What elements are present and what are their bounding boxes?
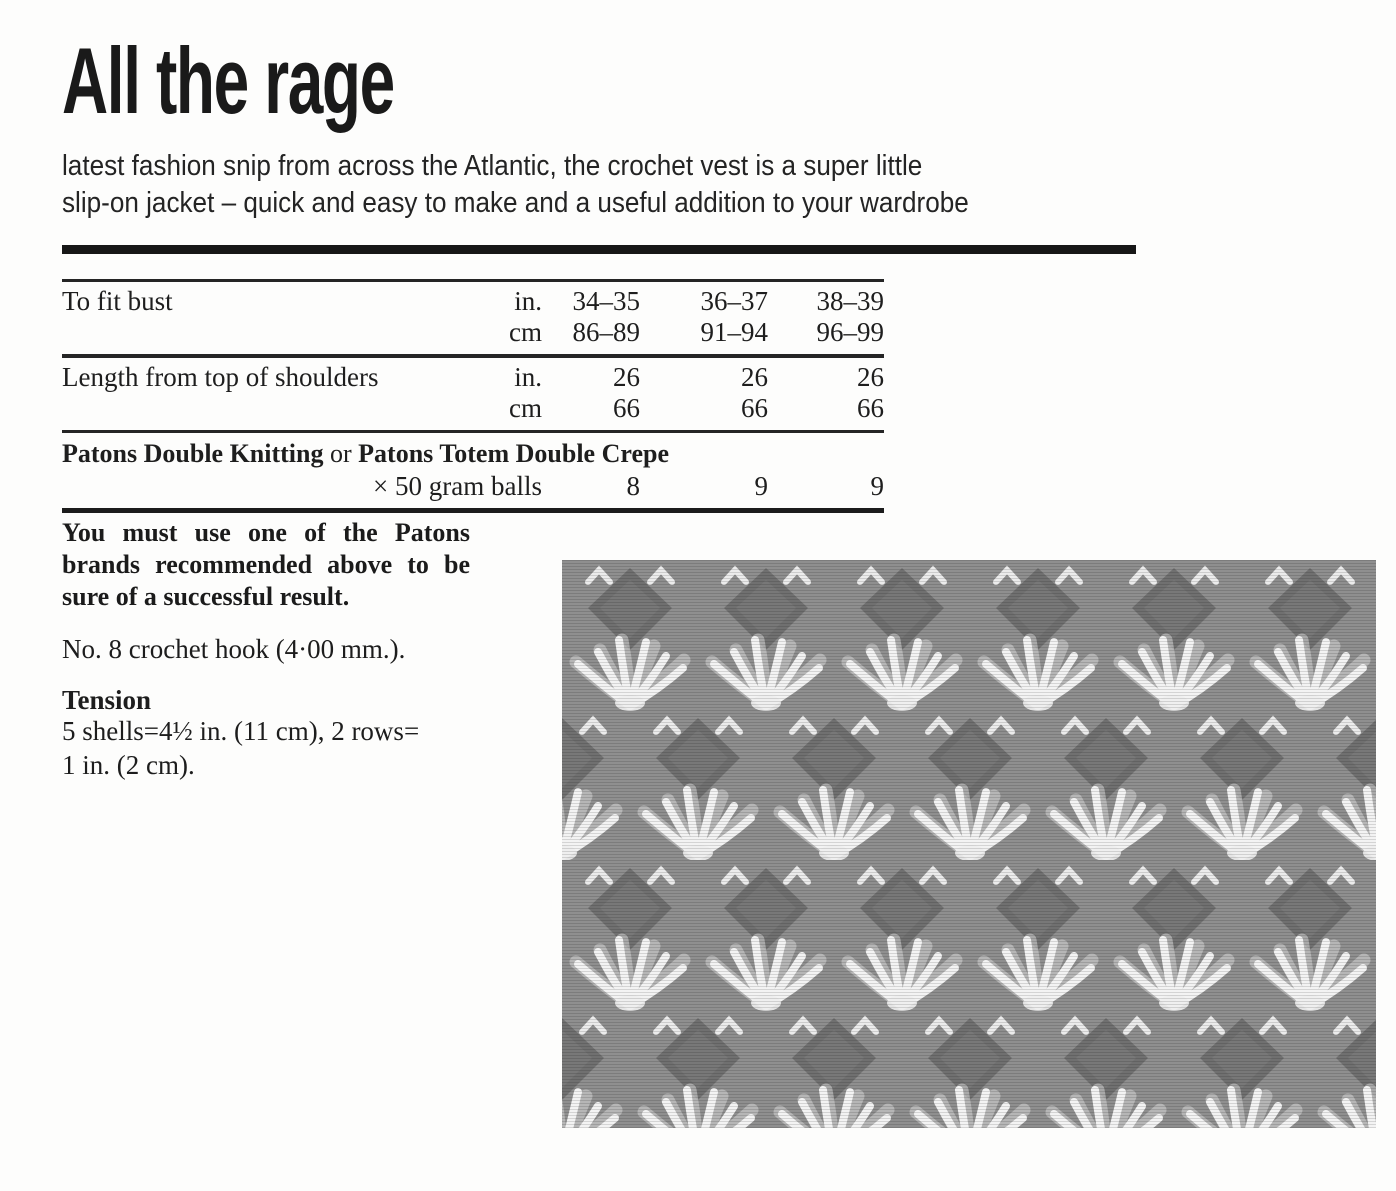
subtitle-line-2: slip-on jacket – quick and easy to make and a useful addition to your wardrobe: [62, 187, 969, 219]
yarn-brand-or: or: [323, 439, 359, 468]
table-row-length-cm: [62, 393, 884, 424]
row-label: Length from top of shoulders: [62, 362, 379, 392]
size-table: [62, 279, 884, 513]
unit-cell: cm: [509, 393, 542, 423]
row-label: To fit bust: [62, 286, 173, 316]
brand-warning: [62, 517, 470, 613]
unit-cell: cm: [509, 317, 542, 347]
balls-row: [62, 470, 884, 502]
value-cell: 34–35: [572, 286, 640, 316]
subtitle: [62, 148, 969, 222]
hook-note: No. 8 crochet hook (4·00 mm.).: [62, 634, 406, 664]
yarn-group: [62, 433, 884, 508]
value-cell: 66: [857, 393, 884, 423]
table-rule-bottom: [62, 508, 884, 513]
tension-line-1: 5 shells=4½ in. (11 cm), 2 rows=: [62, 716, 420, 746]
scanline-overlay: [562, 560, 1376, 1128]
unit-cell: in.: [514, 286, 542, 316]
value-cell: 91–94: [700, 317, 768, 347]
unit-cell: in.: [514, 362, 542, 392]
value-cell: 86–89: [572, 317, 640, 347]
balls-value: 9: [754, 471, 768, 501]
yarn-brand-1: Patons Double Knitting: [62, 439, 324, 468]
balls-label: × 50 gram balls: [373, 471, 542, 501]
page-title: All the rage: [62, 28, 394, 133]
brand-warning-line: brands recommended above to be: [62, 550, 470, 579]
tension-line-2: 1 in. (2 cm).: [62, 750, 195, 780]
divider-bar: [62, 245, 1136, 254]
value-cell: 26: [857, 362, 884, 392]
yarn-brand-2: Patons Totem Double Crepe: [358, 439, 669, 468]
yarn-brand-line: [62, 437, 884, 470]
shell-pattern-svg: [562, 560, 1376, 1128]
bust-group: [62, 282, 884, 354]
table-row-bust-in: [62, 286, 884, 317]
tension-text: [62, 714, 419, 782]
value-cell: 66: [741, 393, 768, 423]
length-group: [62, 358, 884, 430]
value-cell: 38–39: [816, 286, 884, 316]
balls-value: 8: [626, 471, 640, 501]
brand-warning-line: sure of a successful result.: [62, 582, 350, 611]
value-cell: 26: [613, 362, 640, 392]
table-row-bust-cm: [62, 317, 884, 348]
table-row-length-in: [62, 362, 884, 393]
value-cell: 66: [613, 393, 640, 423]
value-cell: 96–99: [816, 317, 884, 347]
brand-warning-line: You must use one of the Patons: [62, 518, 470, 547]
tension-heading: Tension: [62, 685, 152, 715]
value-cell: 26: [741, 362, 768, 392]
subtitle-line-1: latest fashion snip from across the Atlantic, the crochet vest is a super little: [62, 150, 923, 182]
value-cell: 36–37: [700, 286, 768, 316]
balls-value: 9: [870, 471, 884, 501]
crochet-swatch-photo: [562, 560, 1376, 1128]
